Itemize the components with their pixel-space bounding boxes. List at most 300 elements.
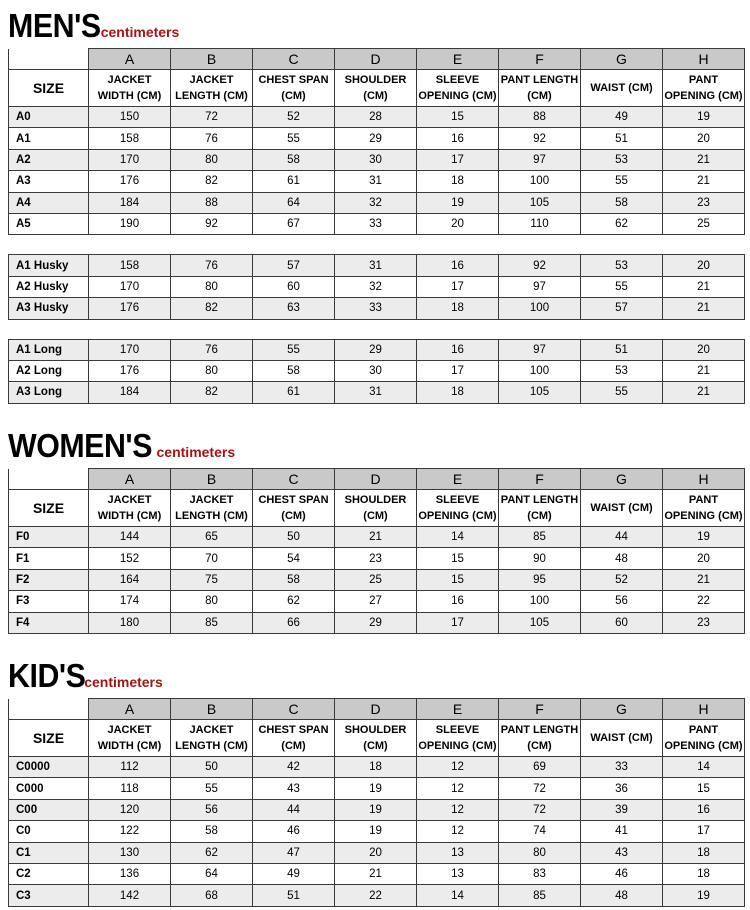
size-cell: A3 — [9, 171, 89, 192]
measurement-cell: 92 — [499, 128, 581, 149]
column-header — [581, 490, 663, 527]
measurement-cell: 44 — [253, 799, 335, 820]
column-header-line: LENGTH (CM) — [175, 90, 248, 102]
table-row — [9, 298, 745, 319]
column-header — [171, 70, 253, 107]
column-letter: C — [253, 49, 335, 70]
measurement-cell: 170 — [89, 149, 171, 170]
measurement-cell: 44 — [581, 527, 663, 548]
kids-section — [8, 654, 744, 907]
section-title-text: WOMEN'S — [8, 427, 152, 464]
column-header-line: LENGTH (CM) — [175, 740, 248, 752]
column-header-line: SHOULDER — [344, 494, 407, 506]
measurement-cell: 136 — [89, 863, 171, 884]
column-header — [171, 720, 253, 757]
column-header-line: WIDTH (CM) — [97, 740, 162, 752]
column-header-line: PANT — [688, 724, 719, 736]
measurement-cell: 51 — [581, 128, 663, 149]
measurement-cell: 76 — [171, 128, 253, 149]
blank-cell — [9, 699, 89, 720]
measurement-cell: 60 — [253, 276, 335, 297]
measurement-cell: 28 — [335, 107, 417, 128]
column-header-line: (CM) — [527, 740, 552, 752]
column-header-line: SHOULDER — [344, 74, 407, 86]
measurement-cell: 174 — [89, 591, 171, 612]
measurement-cell: 19 — [417, 192, 499, 213]
measurement-cell: 30 — [335, 149, 417, 170]
measurement-cell: 53 — [581, 255, 663, 276]
measurement-cell: 18 — [417, 298, 499, 319]
column-header-line: OPENING (CM) — [418, 90, 497, 102]
size-cell: C0000 — [9, 757, 89, 778]
measurement-cell: 14 — [663, 757, 745, 778]
measurement-cell: 82 — [171, 298, 253, 319]
measurement-cell: 30 — [335, 360, 417, 381]
measurement-cell: 15 — [417, 569, 499, 590]
measurement-cell: 58 — [581, 192, 663, 213]
column-header — [89, 720, 171, 757]
measurement-cell: 29 — [335, 339, 417, 360]
column-header-line: WAIST (CM) — [590, 502, 653, 514]
measurement-cell: 18 — [663, 842, 745, 863]
measurement-cell: 180 — [89, 612, 171, 633]
table-row — [9, 255, 745, 276]
measurement-cell: 184 — [89, 382, 171, 403]
measurement-cell: 52 — [581, 569, 663, 590]
mens-section — [8, 4, 744, 404]
measurement-cell: 61 — [253, 382, 335, 403]
size-cell: A4 — [9, 192, 89, 213]
measurement-cell: 72 — [499, 799, 581, 820]
measurement-cell: 50 — [253, 527, 335, 548]
column-header — [417, 70, 499, 107]
column-header-line: JACKET — [107, 724, 152, 736]
measurement-cell: 100 — [499, 360, 581, 381]
womens-size-table — [8, 468, 745, 634]
measurement-cell: 61 — [253, 171, 335, 192]
measurement-cell: 52 — [253, 107, 335, 128]
measurement-cell: 21 — [663, 171, 745, 192]
column-header-row — [9, 70, 745, 107]
measurement-cell: 33 — [335, 213, 417, 234]
size-cell: C0 — [9, 821, 89, 842]
column-header-line: (CM) — [363, 740, 388, 752]
measurement-cell: 20 — [417, 213, 499, 234]
measurement-cell: 15 — [417, 107, 499, 128]
size-cell: A1 Long — [9, 339, 89, 360]
measurement-cell: 18 — [417, 382, 499, 403]
size-cell: A0 — [9, 107, 89, 128]
column-header-line: SLEEVE — [435, 74, 480, 86]
column-header-line: (CM) — [363, 90, 388, 102]
measurement-cell: 12 — [417, 799, 499, 820]
measurement-cell: 152 — [89, 548, 171, 569]
table-row — [9, 360, 745, 381]
column-header — [335, 70, 417, 107]
measurement-cell: 55 — [171, 778, 253, 799]
measurement-cell: 31 — [335, 255, 417, 276]
measurement-cell: 100 — [499, 298, 581, 319]
measurement-cell: 19 — [335, 778, 417, 799]
section-title-text: MEN'S — [8, 7, 101, 44]
column-header — [663, 490, 745, 527]
table-row — [9, 778, 745, 799]
measurement-cell: 82 — [171, 171, 253, 192]
measurement-cell: 75 — [171, 569, 253, 590]
size-header: SIZE — [9, 490, 89, 527]
measurement-cell: 29 — [335, 128, 417, 149]
column-header-line: PANT LENGTH — [500, 724, 579, 736]
kids-size-table — [8, 698, 745, 907]
table-row — [9, 107, 745, 128]
measurement-cell: 18 — [663, 863, 745, 884]
column-letter: H — [663, 49, 745, 70]
size-cell: A3 Husky — [9, 298, 89, 319]
spacer-cell — [9, 235, 745, 255]
measurement-cell: 23 — [663, 612, 745, 633]
measurement-cell: 92 — [499, 255, 581, 276]
measurement-cell: 170 — [89, 339, 171, 360]
measurement-cell: 55 — [253, 128, 335, 149]
table-row — [9, 149, 745, 170]
measurement-cell: 88 — [171, 192, 253, 213]
column-header — [253, 70, 335, 107]
section-unit: centimeters — [100, 24, 180, 40]
mens-size-table — [8, 48, 745, 404]
measurement-cell: 80 — [171, 276, 253, 297]
column-letter: E — [417, 469, 499, 490]
column-letter: D — [335, 699, 417, 720]
column-header — [499, 70, 581, 107]
measurement-cell: 55 — [253, 339, 335, 360]
measurement-cell: 97 — [499, 149, 581, 170]
size-cell: A1 Husky — [9, 255, 89, 276]
column-header — [253, 490, 335, 527]
measurement-cell: 12 — [417, 757, 499, 778]
measurement-cell: 53 — [581, 149, 663, 170]
column-header-line: CHEST SPAN — [258, 494, 329, 506]
column-header-line: JACKET — [189, 494, 234, 506]
measurement-cell: 14 — [417, 885, 499, 906]
column-header-line: SHOULDER — [344, 724, 407, 736]
measurement-cell: 144 — [89, 527, 171, 548]
measurement-cell: 120 — [89, 799, 171, 820]
column-letter: C — [253, 699, 335, 720]
column-header-line: JACKET — [189, 74, 234, 86]
measurement-cell: 16 — [417, 339, 499, 360]
measurement-cell: 60 — [581, 612, 663, 633]
measurement-cell: 19 — [335, 821, 417, 842]
column-letter: D — [335, 469, 417, 490]
measurement-cell: 39 — [581, 799, 663, 820]
measurement-cell: 18 — [417, 171, 499, 192]
measurement-cell: 15 — [417, 548, 499, 569]
column-header-line: WAIST (CM) — [590, 82, 653, 94]
measurement-cell: 14 — [417, 527, 499, 548]
measurement-cell: 56 — [581, 591, 663, 612]
column-header — [663, 70, 745, 107]
measurement-cell: 56 — [171, 799, 253, 820]
size-cell: F2 — [9, 569, 89, 590]
column-letter: A — [89, 469, 171, 490]
spacer-cell — [9, 319, 745, 339]
measurement-cell: 170 — [89, 276, 171, 297]
column-header — [499, 490, 581, 527]
measurement-cell: 58 — [253, 569, 335, 590]
measurement-cell: 12 — [417, 821, 499, 842]
column-header — [171, 490, 253, 527]
column-header — [499, 720, 581, 757]
measurement-cell: 164 — [89, 569, 171, 590]
section-title-text: KID'S — [8, 657, 86, 694]
measurement-cell: 74 — [499, 821, 581, 842]
table-row — [9, 842, 745, 863]
group-spacer — [9, 235, 745, 255]
measurement-cell: 23 — [663, 192, 745, 213]
measurement-cell: 62 — [253, 591, 335, 612]
measurement-cell: 17 — [417, 149, 499, 170]
column-header-line: (CM) — [281, 90, 306, 102]
measurement-cell: 17 — [417, 360, 499, 381]
column-header-line: OPENING (CM) — [664, 510, 743, 522]
column-header — [417, 490, 499, 527]
size-cell: F1 — [9, 548, 89, 569]
column-letter: C — [253, 469, 335, 490]
measurement-cell: 23 — [335, 548, 417, 569]
measurement-cell: 110 — [499, 213, 581, 234]
table-row — [9, 527, 745, 548]
measurement-cell: 58 — [171, 821, 253, 842]
measurement-cell: 85 — [499, 885, 581, 906]
column-letter-row — [9, 49, 745, 70]
column-header-row — [9, 720, 745, 757]
column-letter: F — [499, 49, 581, 70]
size-cell: A1 — [9, 128, 89, 149]
womens-section — [8, 424, 744, 634]
measurement-cell: 68 — [171, 885, 253, 906]
column-header-row — [9, 490, 745, 527]
column-header — [89, 490, 171, 527]
measurement-cell: 48 — [581, 885, 663, 906]
column-letter: G — [581, 699, 663, 720]
table-row — [9, 799, 745, 820]
measurement-cell: 150 — [89, 107, 171, 128]
size-cell: C1 — [9, 842, 89, 863]
column-letter: F — [499, 469, 581, 490]
column-letter: G — [581, 49, 663, 70]
column-header-line: (CM) — [281, 740, 306, 752]
measurement-cell: 69 — [499, 757, 581, 778]
measurement-cell: 32 — [335, 192, 417, 213]
measurement-cell: 25 — [663, 213, 745, 234]
size-cell: A2 Long — [9, 360, 89, 381]
table-row — [9, 128, 745, 149]
measurement-cell: 53 — [581, 360, 663, 381]
measurement-cell: 100 — [499, 171, 581, 192]
column-header-line: JACKET — [107, 74, 152, 86]
measurement-cell: 62 — [581, 213, 663, 234]
measurement-cell: 13 — [417, 863, 499, 884]
column-letter-row — [9, 469, 745, 490]
measurement-cell: 142 — [89, 885, 171, 906]
measurement-cell: 33 — [581, 757, 663, 778]
measurement-cell: 58 — [253, 149, 335, 170]
measurement-cell: 88 — [499, 107, 581, 128]
measurement-cell: 66 — [253, 612, 335, 633]
table-row — [9, 192, 745, 213]
table-row — [9, 569, 745, 590]
column-header-line: PANT LENGTH — [500, 494, 579, 506]
measurement-cell: 85 — [499, 527, 581, 548]
measurement-cell: 57 — [581, 298, 663, 319]
measurement-cell: 57 — [253, 255, 335, 276]
measurement-cell: 20 — [663, 255, 745, 276]
column-header-line: PANT — [688, 74, 719, 86]
measurement-cell: 42 — [253, 757, 335, 778]
column-header — [89, 70, 171, 107]
measurement-cell: 64 — [171, 863, 253, 884]
column-header-line: PANT — [688, 494, 719, 506]
size-cell: A3 Long — [9, 382, 89, 403]
column-letter: E — [417, 49, 499, 70]
column-header-line: SLEEVE — [435, 494, 480, 506]
size-cell: F3 — [9, 591, 89, 612]
table-row — [9, 339, 745, 360]
size-cell: C000 — [9, 778, 89, 799]
measurement-cell: 85 — [171, 612, 253, 633]
measurement-cell: 13 — [417, 842, 499, 863]
measurement-cell: 21 — [663, 360, 745, 381]
measurement-cell: 65 — [171, 527, 253, 548]
column-header-line: CHEST SPAN — [258, 74, 329, 86]
measurement-cell: 16 — [417, 255, 499, 276]
column-header-line: LENGTH (CM) — [175, 510, 248, 522]
measurement-cell: 105 — [499, 382, 581, 403]
column-letter: G — [581, 469, 663, 490]
measurement-cell: 31 — [335, 382, 417, 403]
measurement-cell: 49 — [581, 107, 663, 128]
measurement-cell: 32 — [335, 276, 417, 297]
measurement-cell: 19 — [663, 107, 745, 128]
measurement-cell: 64 — [253, 192, 335, 213]
column-letter: B — [171, 469, 253, 490]
table-row — [9, 612, 745, 633]
measurement-cell: 70 — [171, 548, 253, 569]
table-row — [9, 213, 745, 234]
measurement-cell: 20 — [335, 842, 417, 863]
measurement-cell: 17 — [417, 276, 499, 297]
measurement-cell: 72 — [499, 778, 581, 799]
size-cell: A5 — [9, 213, 89, 234]
measurement-cell: 25 — [335, 569, 417, 590]
column-header — [417, 720, 499, 757]
column-header-line: OPENING (CM) — [418, 740, 497, 752]
measurement-cell: 100 — [499, 591, 581, 612]
size-cell: A2 Husky — [9, 276, 89, 297]
measurement-cell: 82 — [171, 382, 253, 403]
measurement-cell: 19 — [663, 885, 745, 906]
table-row — [9, 548, 745, 569]
measurement-cell: 158 — [89, 255, 171, 276]
measurement-cell: 97 — [499, 339, 581, 360]
measurement-cell: 16 — [417, 591, 499, 612]
measurement-cell: 55 — [581, 382, 663, 403]
column-header-line: (CM) — [527, 90, 552, 102]
measurement-cell: 48 — [581, 548, 663, 569]
measurement-cell: 21 — [335, 863, 417, 884]
size-cell: F4 — [9, 612, 89, 633]
table-row — [9, 757, 745, 778]
column-letter-row — [9, 699, 745, 720]
measurement-cell: 51 — [253, 885, 335, 906]
measurement-cell: 112 — [89, 757, 171, 778]
column-header-line: OPENING (CM) — [664, 90, 743, 102]
measurement-cell: 76 — [171, 255, 253, 276]
measurement-cell: 130 — [89, 842, 171, 863]
measurement-cell: 67 — [253, 213, 335, 234]
measurement-cell: 27 — [335, 591, 417, 612]
measurement-cell: 31 — [335, 171, 417, 192]
measurement-cell: 19 — [663, 527, 745, 548]
measurement-cell: 20 — [663, 339, 745, 360]
measurement-cell: 16 — [417, 128, 499, 149]
measurement-cell: 22 — [335, 885, 417, 906]
measurement-cell: 21 — [663, 382, 745, 403]
section-unit: centimeters — [156, 444, 236, 460]
measurement-cell: 20 — [663, 128, 745, 149]
measurement-cell: 176 — [89, 171, 171, 192]
measurement-cell: 33 — [335, 298, 417, 319]
size-cell: C3 — [9, 885, 89, 906]
measurement-cell: 95 — [499, 569, 581, 590]
measurement-cell: 58 — [253, 360, 335, 381]
column-header-line: OPENING (CM) — [418, 510, 497, 522]
size-header: SIZE — [9, 720, 89, 757]
column-letter: F — [499, 699, 581, 720]
measurement-cell: 21 — [663, 569, 745, 590]
measurement-cell: 43 — [253, 778, 335, 799]
measurement-cell: 17 — [417, 612, 499, 633]
table-row — [9, 591, 745, 612]
measurement-cell: 22 — [663, 591, 745, 612]
column-header-line: PANT LENGTH — [500, 74, 579, 86]
section-title — [8, 4, 744, 48]
measurement-cell: 92 — [171, 213, 253, 234]
measurement-cell: 47 — [253, 842, 335, 863]
measurement-cell: 20 — [663, 548, 745, 569]
measurement-cell: 62 — [171, 842, 253, 863]
measurement-cell: 55 — [581, 276, 663, 297]
measurement-cell: 72 — [171, 107, 253, 128]
column-header-line: WIDTH (CM) — [97, 510, 162, 522]
measurement-cell: 18 — [335, 757, 417, 778]
column-letter: E — [417, 699, 499, 720]
section-title — [8, 424, 744, 468]
measurement-cell: 80 — [171, 591, 253, 612]
measurement-cell: 50 — [171, 757, 253, 778]
group-spacer — [9, 319, 745, 339]
measurement-cell: 12 — [417, 778, 499, 799]
measurement-cell: 15 — [663, 778, 745, 799]
measurement-cell: 176 — [89, 298, 171, 319]
table-row — [9, 885, 745, 906]
measurement-cell: 49 — [253, 863, 335, 884]
measurement-cell: 21 — [335, 527, 417, 548]
column-header-line: WAIST (CM) — [590, 732, 653, 744]
table-row — [9, 276, 745, 297]
column-letter: D — [335, 49, 417, 70]
measurement-cell: 46 — [581, 863, 663, 884]
